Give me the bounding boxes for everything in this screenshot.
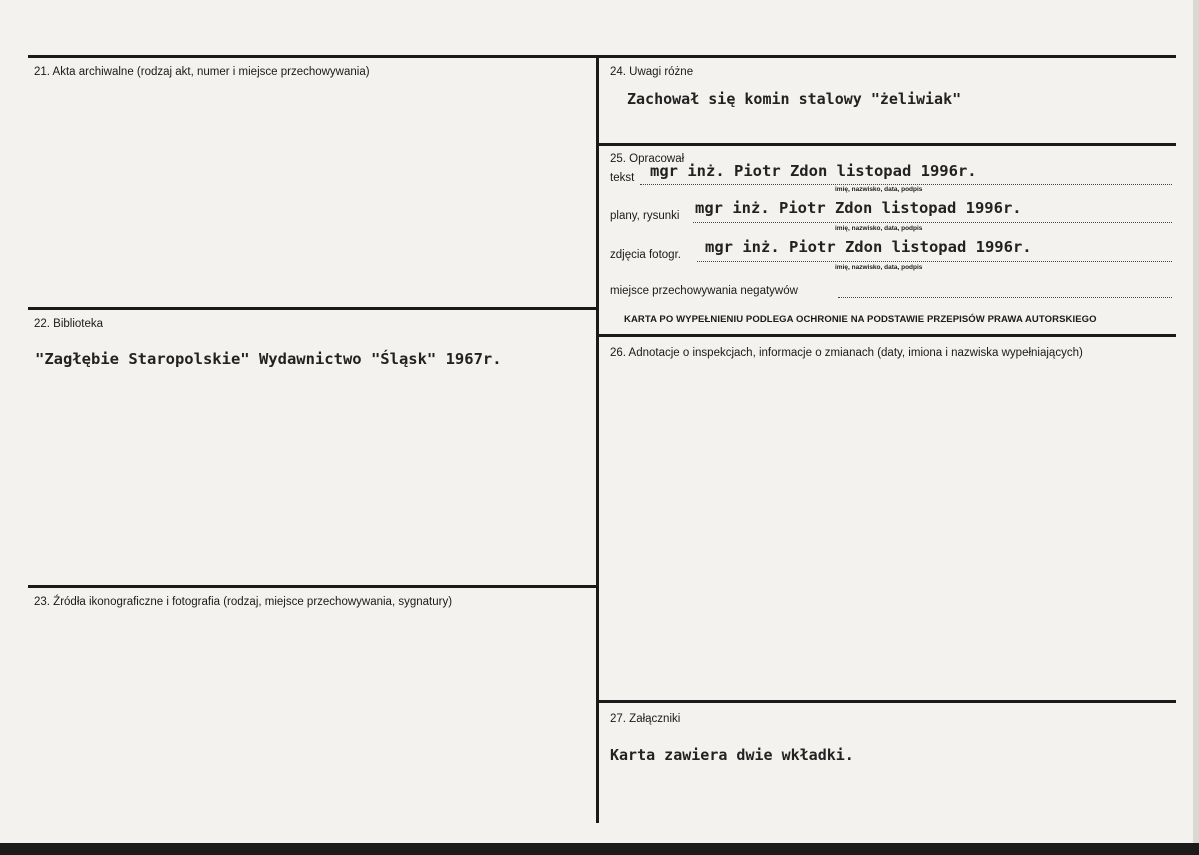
center-divider [596,55,599,823]
negatywy-line [838,297,1172,298]
zdjecia-line [697,261,1172,262]
rule-27 [598,700,1176,703]
section-22-value: "Zagłębie Staropolskie" Wydawnictwo "Śląsk" 1967r. [35,350,502,368]
tekst-line [640,184,1172,185]
section-26-label: 26. Adnotacje o inspekcjach, informacje o zmianach (daty, imiona i nazwiska wypełniających) [610,347,1083,359]
plany-caption: imię, nazwisko, data, podpis [835,225,923,232]
plany-line [693,222,1172,223]
scan-bottom-edge [0,843,1199,855]
copyright-notice: KARTA PO WYPEŁNIENIU PODLEGA OCHRONIE NA PODSTAWIE PRZEPISÓW PRAWA AUTORSKIEGO [624,314,1097,325]
section-27-label: 27. Załączniki [610,713,681,725]
negatywy-label: miejsce przechowywania negatywów [610,285,798,297]
right-edge [1193,0,1199,855]
zdjecia-label: zdjęcia fotogr. [610,249,681,261]
rule-26 [598,334,1176,337]
section-22-label: 22. Biblioteka [34,318,104,330]
plany-value: mgr inż. Piotr Zdon listopad 1996r. [695,199,1022,217]
tekst-label: tekst [610,172,635,184]
section-25-label: 25. Opracował [610,153,685,165]
plany-label: plany, rysunki [610,210,680,222]
rule-25 [598,143,1176,146]
section-21-label: 21. Akta archiwalne (rodzaj akt, numer i miejsce przechowywania) [34,66,370,78]
zdjecia-value: mgr inż. Piotr Zdon listopad 1996r. [705,238,1032,256]
section-24-label: 24. Uwagi różne [610,66,694,78]
tekst-value: mgr inż. Piotr Zdon listopad 1996r. [650,162,977,180]
rule-22 [28,307,598,310]
section-24-value: Zachował się komin stalowy "żeliwiak" [627,90,962,108]
section-23-label: 23. Źródła ikonograficzne i fotografia (rodzaj, miejsce przechowywania, sygnatury) [34,596,453,608]
tekst-caption: imię, nazwisko, data, podpis [835,186,923,193]
zdjecia-caption: imię, nazwisko, data, podpis [835,264,923,271]
top-rule [28,55,1176,58]
rule-23 [28,585,598,588]
section-27-value: Karta zawiera dwie wkładki. [610,746,854,764]
